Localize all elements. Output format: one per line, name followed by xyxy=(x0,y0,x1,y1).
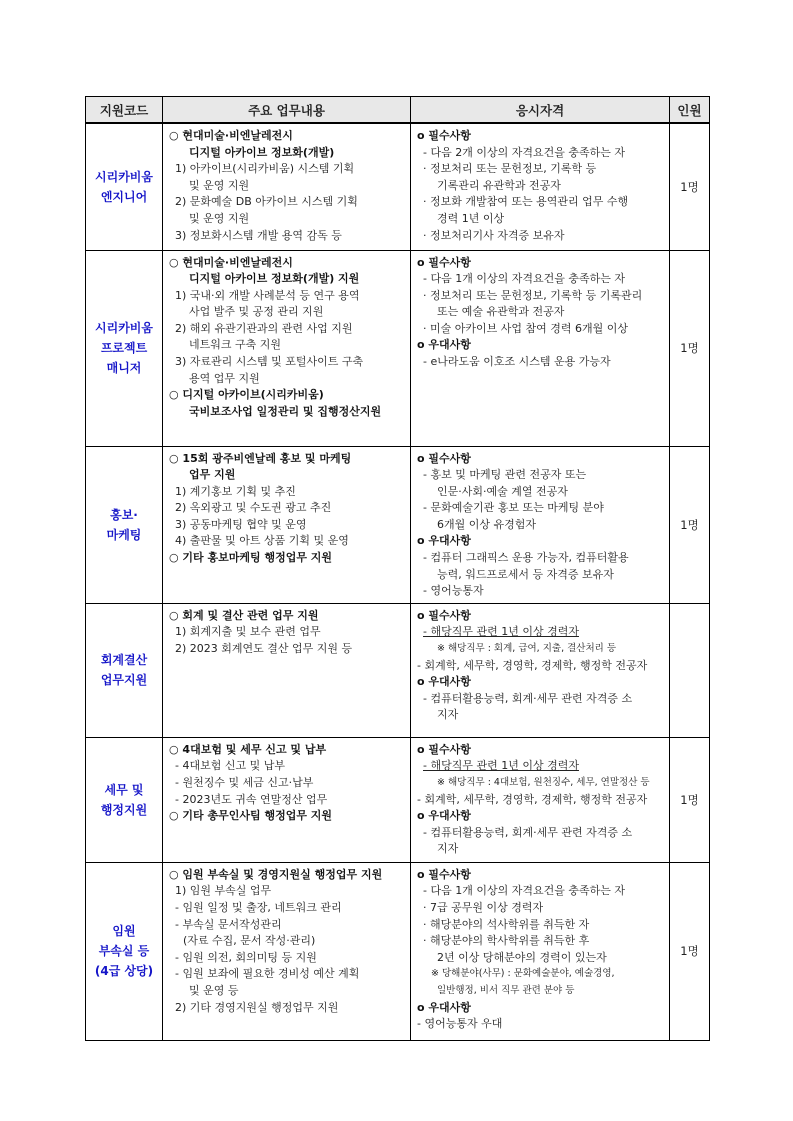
qualification-line: - 영어능통자 xyxy=(423,584,484,598)
job-code-line: 행정지원 xyxy=(100,802,148,817)
qualification-line: - 회계학, 세무학, 경영학, 경제학, 행정학 전공자 xyxy=(417,658,648,672)
qualification-cell xyxy=(411,123,670,250)
qualification-line: - 문화예술기관 홍보 또는 마케팅 분야 xyxy=(423,501,604,515)
qualification-cell xyxy=(411,446,670,603)
duty-line: 사업 발주 및 공정 관리 지원 xyxy=(189,305,324,319)
duty-line: - 임원 일정 및 출장, 네트워크 관리 xyxy=(175,901,342,915)
table-row xyxy=(86,603,710,737)
qualification-line: - 다음 1개 이상의 자격요건을 충족하는 자 xyxy=(423,272,625,286)
job-code-line: 세무 및 xyxy=(104,782,144,797)
headcount-cell: 1명 xyxy=(670,446,710,603)
qualification-line: o 우대사항 xyxy=(417,809,471,823)
job-code-cell xyxy=(86,250,163,446)
table-header-row xyxy=(86,97,710,124)
duty-line: 및 운영 지원 xyxy=(189,178,250,192)
duty-line: 2) 해외 유관기관과의 관련 사업 지원 xyxy=(175,321,353,335)
headcount-cell xyxy=(670,603,710,737)
duty-line: 업무 지원 xyxy=(189,468,236,482)
qualification-line: 6개월 이상 유경험자 xyxy=(437,517,536,531)
qualification-line: o 우대사항 xyxy=(417,675,471,689)
qualification-line: 경력 1년 이상 xyxy=(437,211,505,225)
job-code-line: 부속실 등 xyxy=(98,944,150,959)
qualification-line: 인문·사회·예술 계열 전공자 xyxy=(437,484,568,498)
duty-line: - 4대보험 신고 및 납부 xyxy=(175,759,285,773)
duty-line: 및 운영 등 xyxy=(189,984,239,997)
qualification-line: o 필수사항 xyxy=(417,608,471,622)
job-code-line: 엔지니어 xyxy=(100,189,148,204)
duty-line: (자료 수집, 문서 작성·관리) xyxy=(183,934,316,948)
qualification-line: - 홍보 및 마케팅 관련 전공자 또는 xyxy=(423,468,587,482)
qualification-line: - 회계학, 세무학, 경영학, 경제학, 행정학 전공자 xyxy=(417,792,648,806)
qualification-line: 지자 xyxy=(437,708,459,722)
qualification-line: · 미술 아카이브 사업 참여 경력 6개월 이상 xyxy=(423,321,628,335)
qualification-line: ※ 해당직무 : 4대보험, 원천징수, 세무, 연말정산 등 xyxy=(437,777,650,789)
job-code-cell xyxy=(86,446,163,603)
duty-line: - 2023년도 귀속 연말정산 업무 xyxy=(175,792,328,806)
duty-cell xyxy=(163,862,411,1040)
duty-cell xyxy=(163,250,411,446)
qualification-line: o 우대사항 xyxy=(417,534,471,548)
job-code-cell xyxy=(86,737,163,862)
duty-line: - 원천징수 및 세금 신고·납부 xyxy=(175,776,314,790)
qualification-line: - 영어능통자 우대 xyxy=(417,1017,503,1031)
duty-line: 용역 업무 지원 xyxy=(189,371,260,385)
job-code-line: 임원 xyxy=(112,924,136,939)
qualification-line: o 우대사항 xyxy=(417,338,471,352)
table-row xyxy=(86,123,710,250)
job-code-line: 홍보· xyxy=(110,507,138,522)
qualification-line: 또는 예술 유관학과 전공자 xyxy=(437,305,565,319)
header-count: 인원 xyxy=(670,97,710,124)
duty-line: 1) 아카이브(시리카비움) 시스템 기획 xyxy=(175,162,355,176)
duty-line: 2) 문화예술 DB 아카이브 시스템 기획 xyxy=(175,195,358,209)
duty-line: 3) 자료관리 시스템 및 포털사이트 구축 xyxy=(175,355,364,369)
duty-line: 및 운영 지원 xyxy=(189,211,250,225)
duty-line: 디지털 아카이브 정보화(개발) xyxy=(189,145,335,159)
qualification-line: · 정보처리 또는 문헌정보, 기록학 등 기록관리 xyxy=(423,288,643,302)
duty-line: 네트워크 구축 지원 xyxy=(189,338,282,352)
qualification-line: o 필수사항 xyxy=(417,451,471,465)
qualification-cell xyxy=(411,862,670,1040)
qualification-line: - 해당직무 관련 1년 이상 경력자 xyxy=(423,759,579,773)
qualification-cell xyxy=(411,250,670,446)
qualification-line: - 해당직무 관련 1년 이상 경력자 xyxy=(423,625,579,639)
duty-line: 2) 2023 회계연도 결산 업무 지원 등 xyxy=(175,642,353,656)
job-code-line: 시리카비움 xyxy=(95,321,153,335)
headcount-cell: 1명 xyxy=(670,862,710,1040)
job-code-cell xyxy=(86,862,163,1040)
job-code-line: (4급 상당) xyxy=(94,964,154,979)
table-row xyxy=(86,737,710,862)
qualification-line: 기록관리 유관학과 전공자 xyxy=(437,178,561,192)
duty-line: 국비보조사업 일정관리 및 집행정산지원 xyxy=(189,404,382,418)
duty-line: - 부속실 문서작성관리 xyxy=(175,917,282,931)
duty-line: 1) 계기홍보 기획 및 추진 xyxy=(175,484,296,498)
duty-line: ○ 기타 홍보마케팅 행정업무 지원 xyxy=(169,551,333,565)
duty-line: ○ 임원 부속실 및 경영지원실 행정업무 지원 xyxy=(169,867,383,881)
qualification-line: ※ 당해분야(사무) : 문화예술분야, 예술경영, xyxy=(431,968,615,980)
qualification-line: o 필수사항 xyxy=(417,129,471,142)
qualification-line: - 다음 2개 이상의 자격요건을 충족하는 자 xyxy=(423,145,625,159)
qualification-line: · 해당분야의 학사학위를 취득한 후 xyxy=(423,934,590,948)
header-duty: 주요 업무내용 xyxy=(163,97,411,124)
qualification-line: - 컴퓨터활용능력, 회계·세무 관련 자격증 소 xyxy=(423,825,633,839)
duty-cell xyxy=(163,603,411,737)
qualification-line: · 정보화 개발참여 또는 용역관리 업무 수행 xyxy=(423,195,629,209)
qualification-line: - 컴퓨터활용능력, 회계·세무 관련 자격증 소 xyxy=(423,691,633,705)
qualification-line: · 7급 공무원 이상 경력자 xyxy=(423,901,544,915)
duty-line: 3) 공동마케팅 협약 및 운영 xyxy=(175,517,307,531)
duty-line: ○ 회계 및 결산 관련 업무 지원 xyxy=(169,608,319,622)
qualification-line: - e나라도움 이호조 시스템 운용 가능자 xyxy=(423,355,611,369)
duty-line: ○ 현대미술·비엔날레전시 xyxy=(169,255,293,269)
duty-line: 1) 회계지출 및 보수 관련 업무 xyxy=(175,625,321,639)
qualification-line: o 필수사항 xyxy=(417,255,471,269)
qualification-line: o 필수사항 xyxy=(417,867,471,881)
qualification-line: · 정보처리 또는 문헌정보, 기록학 등 xyxy=(423,162,597,176)
header-code: 지원코드 xyxy=(86,97,163,124)
qualification-line: ※ 해당직무 : 회계, 급여, 지출, 결산처리 등 xyxy=(437,643,617,655)
job-code-cell xyxy=(86,123,163,250)
duty-cell xyxy=(163,123,411,250)
duty-line: 1) 국내·외 개발 사례분석 등 연구 용역 xyxy=(175,288,360,302)
table-row xyxy=(86,250,710,446)
recruitment-table xyxy=(85,96,710,1041)
duty-cell xyxy=(163,446,411,603)
job-code-line: 회계결산 xyxy=(100,653,148,668)
duty-line: 3) 정보화시스템 개발 용역 감독 등 xyxy=(175,228,342,242)
header-qualification: 응시자격 xyxy=(411,97,670,124)
job-code-line: 마케팅 xyxy=(106,527,142,542)
qualification-cell xyxy=(411,737,670,862)
qualification-line: 일반행정, 비서 직무 관련 분야 등 xyxy=(437,985,575,996)
duty-line: - 임원 의전, 회의미팅 등 지원 xyxy=(175,950,317,964)
job-code-line: 프로젝트 xyxy=(100,341,148,355)
headcount-cell: 1명 xyxy=(670,250,710,446)
qualification-line: - 다음 1개 이상의 자격요건을 충족하는 자 xyxy=(423,884,625,898)
duty-line: - 임원 보좌에 필요한 경비성 예산 계획 xyxy=(175,967,360,981)
qualification-line: · 해당분야의 석사학위를 취득한 자 xyxy=(423,917,590,931)
qualification-line: o 우대사항 xyxy=(417,1000,471,1014)
duty-line: ○ 현대미술·비엔날레전시 xyxy=(169,129,293,142)
qualification-line: o 필수사항 xyxy=(417,742,471,756)
qualification-line: - 컴퓨터 그래픽스 운용 가능자, 컴퓨터활용 xyxy=(423,551,629,565)
qualification-cell xyxy=(411,603,670,737)
duty-cell xyxy=(163,737,411,862)
job-code-line: 업무지원 xyxy=(100,673,148,688)
table-row xyxy=(86,446,710,603)
job-code-line: 시리카비움 xyxy=(95,169,153,184)
duty-line: ○ 15회 광주비엔날레 홍보 및 마케팅 xyxy=(169,451,352,465)
qualification-line: 능력, 워드프로세서 등 자격증 보유자 xyxy=(437,567,614,581)
job-code-cell xyxy=(86,603,163,737)
duty-line: 1) 임원 부속실 업무 xyxy=(175,884,272,898)
headcount-cell: 1명 xyxy=(670,737,710,862)
duty-line: 2) 기타 경영지원실 행정업무 지원 xyxy=(175,1000,339,1014)
headcount-cell: 1명 xyxy=(670,123,710,250)
qualification-line: 2년 이상 당해분야의 경력이 있는자 xyxy=(437,950,607,964)
duty-line: ○ 4대보험 및 세무 신고 및 납부 xyxy=(169,742,327,756)
qualification-line: 지자 xyxy=(437,842,459,856)
job-code-line: 매니저 xyxy=(106,361,142,375)
duty-line: 2) 옥외광고 및 수도권 광고 추진 xyxy=(175,501,332,515)
duty-line: ○ 디지털 아카이브(시리카비움) xyxy=(169,388,324,402)
duty-line: ○ 기타 총무인사팀 행정업무 지원 xyxy=(169,809,333,823)
qualification-line: · 정보처리기사 자격증 보유자 xyxy=(423,228,565,242)
duty-line: 4) 출판물 및 아트 상품 기획 및 운영 xyxy=(175,534,349,548)
duty-line: 디지털 아카이브 정보화(개발) 지원 xyxy=(189,272,360,286)
table-row xyxy=(86,862,710,1040)
